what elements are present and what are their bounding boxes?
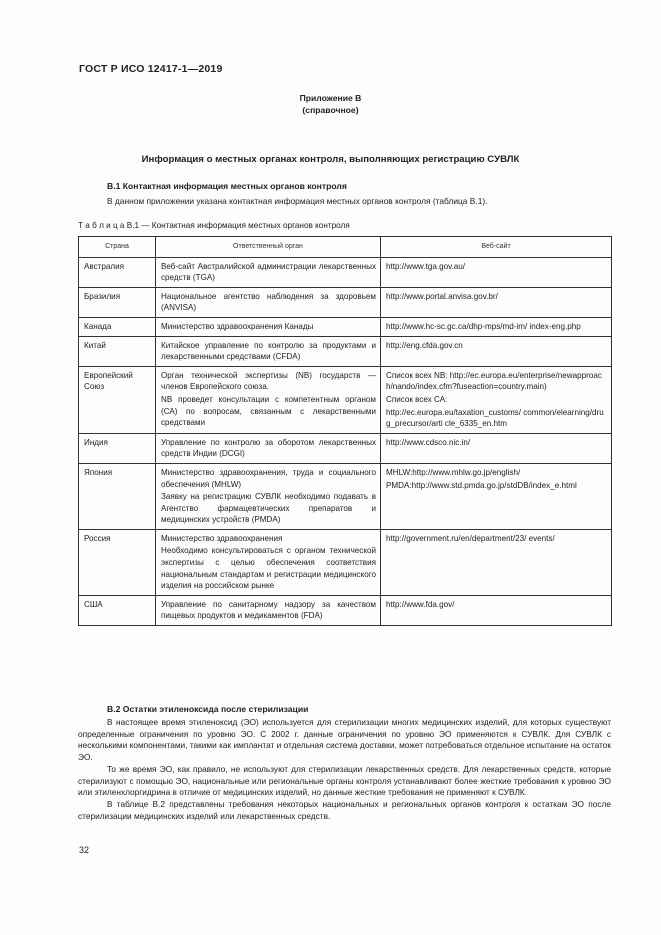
country-cell: Китай <box>79 336 156 366</box>
organ-text: Управление по контролю за оборотом лекарственных средств Индии (DCGI) <box>161 437 376 459</box>
website-cell <box>381 287 612 317</box>
organ-cell <box>156 336 381 366</box>
section-b2-body <box>78 717 611 822</box>
table-row <box>79 287 612 317</box>
country-cell: Австралия <box>79 257 156 287</box>
standard-header: ГОСТ Р ИСО 12417-1—2019 <box>79 63 223 75</box>
website-link[interactable]: Список всех NB: http://ec.europa.eu/enterprise/newapproach/nando/index.cfm?fuseaction=country.main) <box>386 370 602 392</box>
organ-text: Китайское управление по контролю за продуктами и лекарственными средствами (CFDA) <box>161 340 376 362</box>
website-cell <box>381 366 612 433</box>
website-link[interactable]: PMDA:http://www.std.pmda.go.jp/stdDB/index_e.html <box>386 480 577 490</box>
paragraph: То же время ЭО, как правило, не используют для стерилизации лекарственных средств. Для лекарственных средств, которые стерилизуют с помощью ЭО, национальные или региональные органы контроля устанавливают более жесткие требования к уровню ЭО или этиленхлоргидрина в отличие от медицинских изделий, но данные жесткие требования не применяют к СУВЛК. <box>78 763 611 798</box>
table-row <box>79 366 612 433</box>
organ-cell <box>156 317 381 336</box>
website-cell <box>381 257 612 287</box>
table-row <box>79 463 612 529</box>
country-cell: Индия <box>79 433 156 463</box>
section-b1-intro: В данном приложении указана контактная информация местных органов контроля (таблица В.1). <box>107 196 488 206</box>
website-link[interactable]: http://www.cdsco.nic.in/ <box>386 437 471 447</box>
table-row <box>79 317 612 336</box>
website-link[interactable]: http://www.tga.gov.au/ <box>386 261 466 271</box>
country-cell: Россия <box>79 529 156 595</box>
table-row <box>79 336 612 366</box>
organ-cell <box>156 433 381 463</box>
paragraph: В настоящее время этиленоксид (ЭО) используется для стерилизации многих медицинских изделий, для которых существуют определенные ограничения по уровню ЭО. С 2002 г. данные ограничения по уровню ЭО применяются к СУВЛК. Для СУВЛК с несколькими компонентами, такими как имплантат и отдельная система доставки, может потребоваться отдельное испытание на остаток ЭО. <box>78 717 611 763</box>
website-link[interactable]: http://government.ru/en/department/23/ events/ <box>386 533 555 543</box>
website-link[interactable]: http://ec.europa.eu/taxation_customs/ common/elearning/drug_precursor/arti cle_6335_en.htm <box>386 407 604 429</box>
appendix-title: Приложение В <box>299 93 362 103</box>
table-body <box>79 257 612 625</box>
organ-cell <box>156 287 381 317</box>
paragraph: В таблице В.2 представлены требования некоторых национальных и региональных органов контроля к остаткам ЭО после стерилизации медицинских изделий или лекарственных средств. <box>78 798 611 821</box>
document-title: Информация о местных органах контроля, выполняющих регистрацию СУВЛК <box>141 154 520 165</box>
website-cell <box>381 463 612 529</box>
website-link[interactable]: Список всех СА: <box>386 394 448 404</box>
organ-text: Министерство здравоохранения, труда и социального обеспечения (MHLW) <box>161 467 376 489</box>
table-row <box>79 433 612 463</box>
country-cell: Европейский Союз <box>79 366 156 433</box>
country-cell: Япония <box>79 463 156 529</box>
website-link[interactable]: http://www.hc-sc.gc.ca/dhp-mps/md-im/ index-eng.php <box>386 321 581 331</box>
website-link[interactable]: MHLW:http://www.mhlw.go.jp/english/ <box>386 467 521 477</box>
organ-cell <box>156 257 381 287</box>
organ-cell <box>156 595 381 625</box>
section-b1-heading: В.1 Контактная информация местных органов контроля <box>107 181 347 191</box>
organ-text: Необходимо консультироваться с органом технической экспертизы с целью обеспечения соответствия национальным стандартам и регистрации медицинского изделия на российском рынке <box>161 546 376 591</box>
organ-cell <box>156 529 381 595</box>
organ-text: Орган технической экспертизы (NB) государств — членов Европейского союза. <box>161 370 376 392</box>
organ-text: Национальное агентство наблюдения за здоровьем (ANVISA) <box>161 291 376 313</box>
table-caption-prefix: Т а б л и ц а <box>78 221 125 230</box>
country-cell: Бразилия <box>79 287 156 317</box>
website-cell <box>381 433 612 463</box>
website-link[interactable]: http://www.portal.anvisa.gov.br/ <box>386 291 498 301</box>
country-cell: Канада <box>79 317 156 336</box>
contacts-table <box>78 236 612 626</box>
table-row <box>79 257 612 287</box>
website-link[interactable]: http://www.fda.gov/ <box>386 599 455 609</box>
organ-text: Веб-сайт Австралийской администрации лекарственных средств (TGA) <box>161 261 376 283</box>
col-header-website: Веб-сайт <box>381 237 612 258</box>
page-number: 32 <box>79 845 90 855</box>
website-link[interactable]: http://eng.cfda.gov.cn <box>386 340 463 350</box>
website-cell <box>381 317 612 336</box>
organ-text: NB проведет консультации с компетентным органом (СА) по вопросам, связанным с лекарственными средствами <box>161 394 376 428</box>
col-header-country: Страна <box>79 237 156 258</box>
col-header-organ: Ответственный орган <box>156 237 381 258</box>
table-caption <box>78 221 350 230</box>
table-header-row <box>79 237 612 258</box>
organ-cell <box>156 463 381 529</box>
table-row <box>79 529 612 595</box>
appendix-subtitle: (справочное) <box>302 105 359 115</box>
organ-text: Заявку на регистрацию СУВЛК необходимо подавать в Агентство фармацевтических препаратов и медицинских устройств (PMDA) <box>161 492 376 525</box>
website-cell <box>381 595 612 625</box>
country-cell: США <box>79 595 156 625</box>
section-b2-heading: В.2 Остатки этиленоксида после стерилизации <box>107 704 309 714</box>
table-caption-text: В.1 — Контактная информация местных органов контроля <box>124 221 350 230</box>
organ-text: Министерство здравоохранения Канады <box>161 321 314 331</box>
website-cell <box>381 336 612 366</box>
website-cell <box>381 529 612 595</box>
table-row <box>79 595 612 625</box>
organ-cell <box>156 366 381 433</box>
organ-text: Управление по санитарному надзору за качеством пищевых продуктов и медикаментов (FDA) <box>161 599 376 621</box>
organ-text: Министерство здравоохранения <box>161 533 283 543</box>
